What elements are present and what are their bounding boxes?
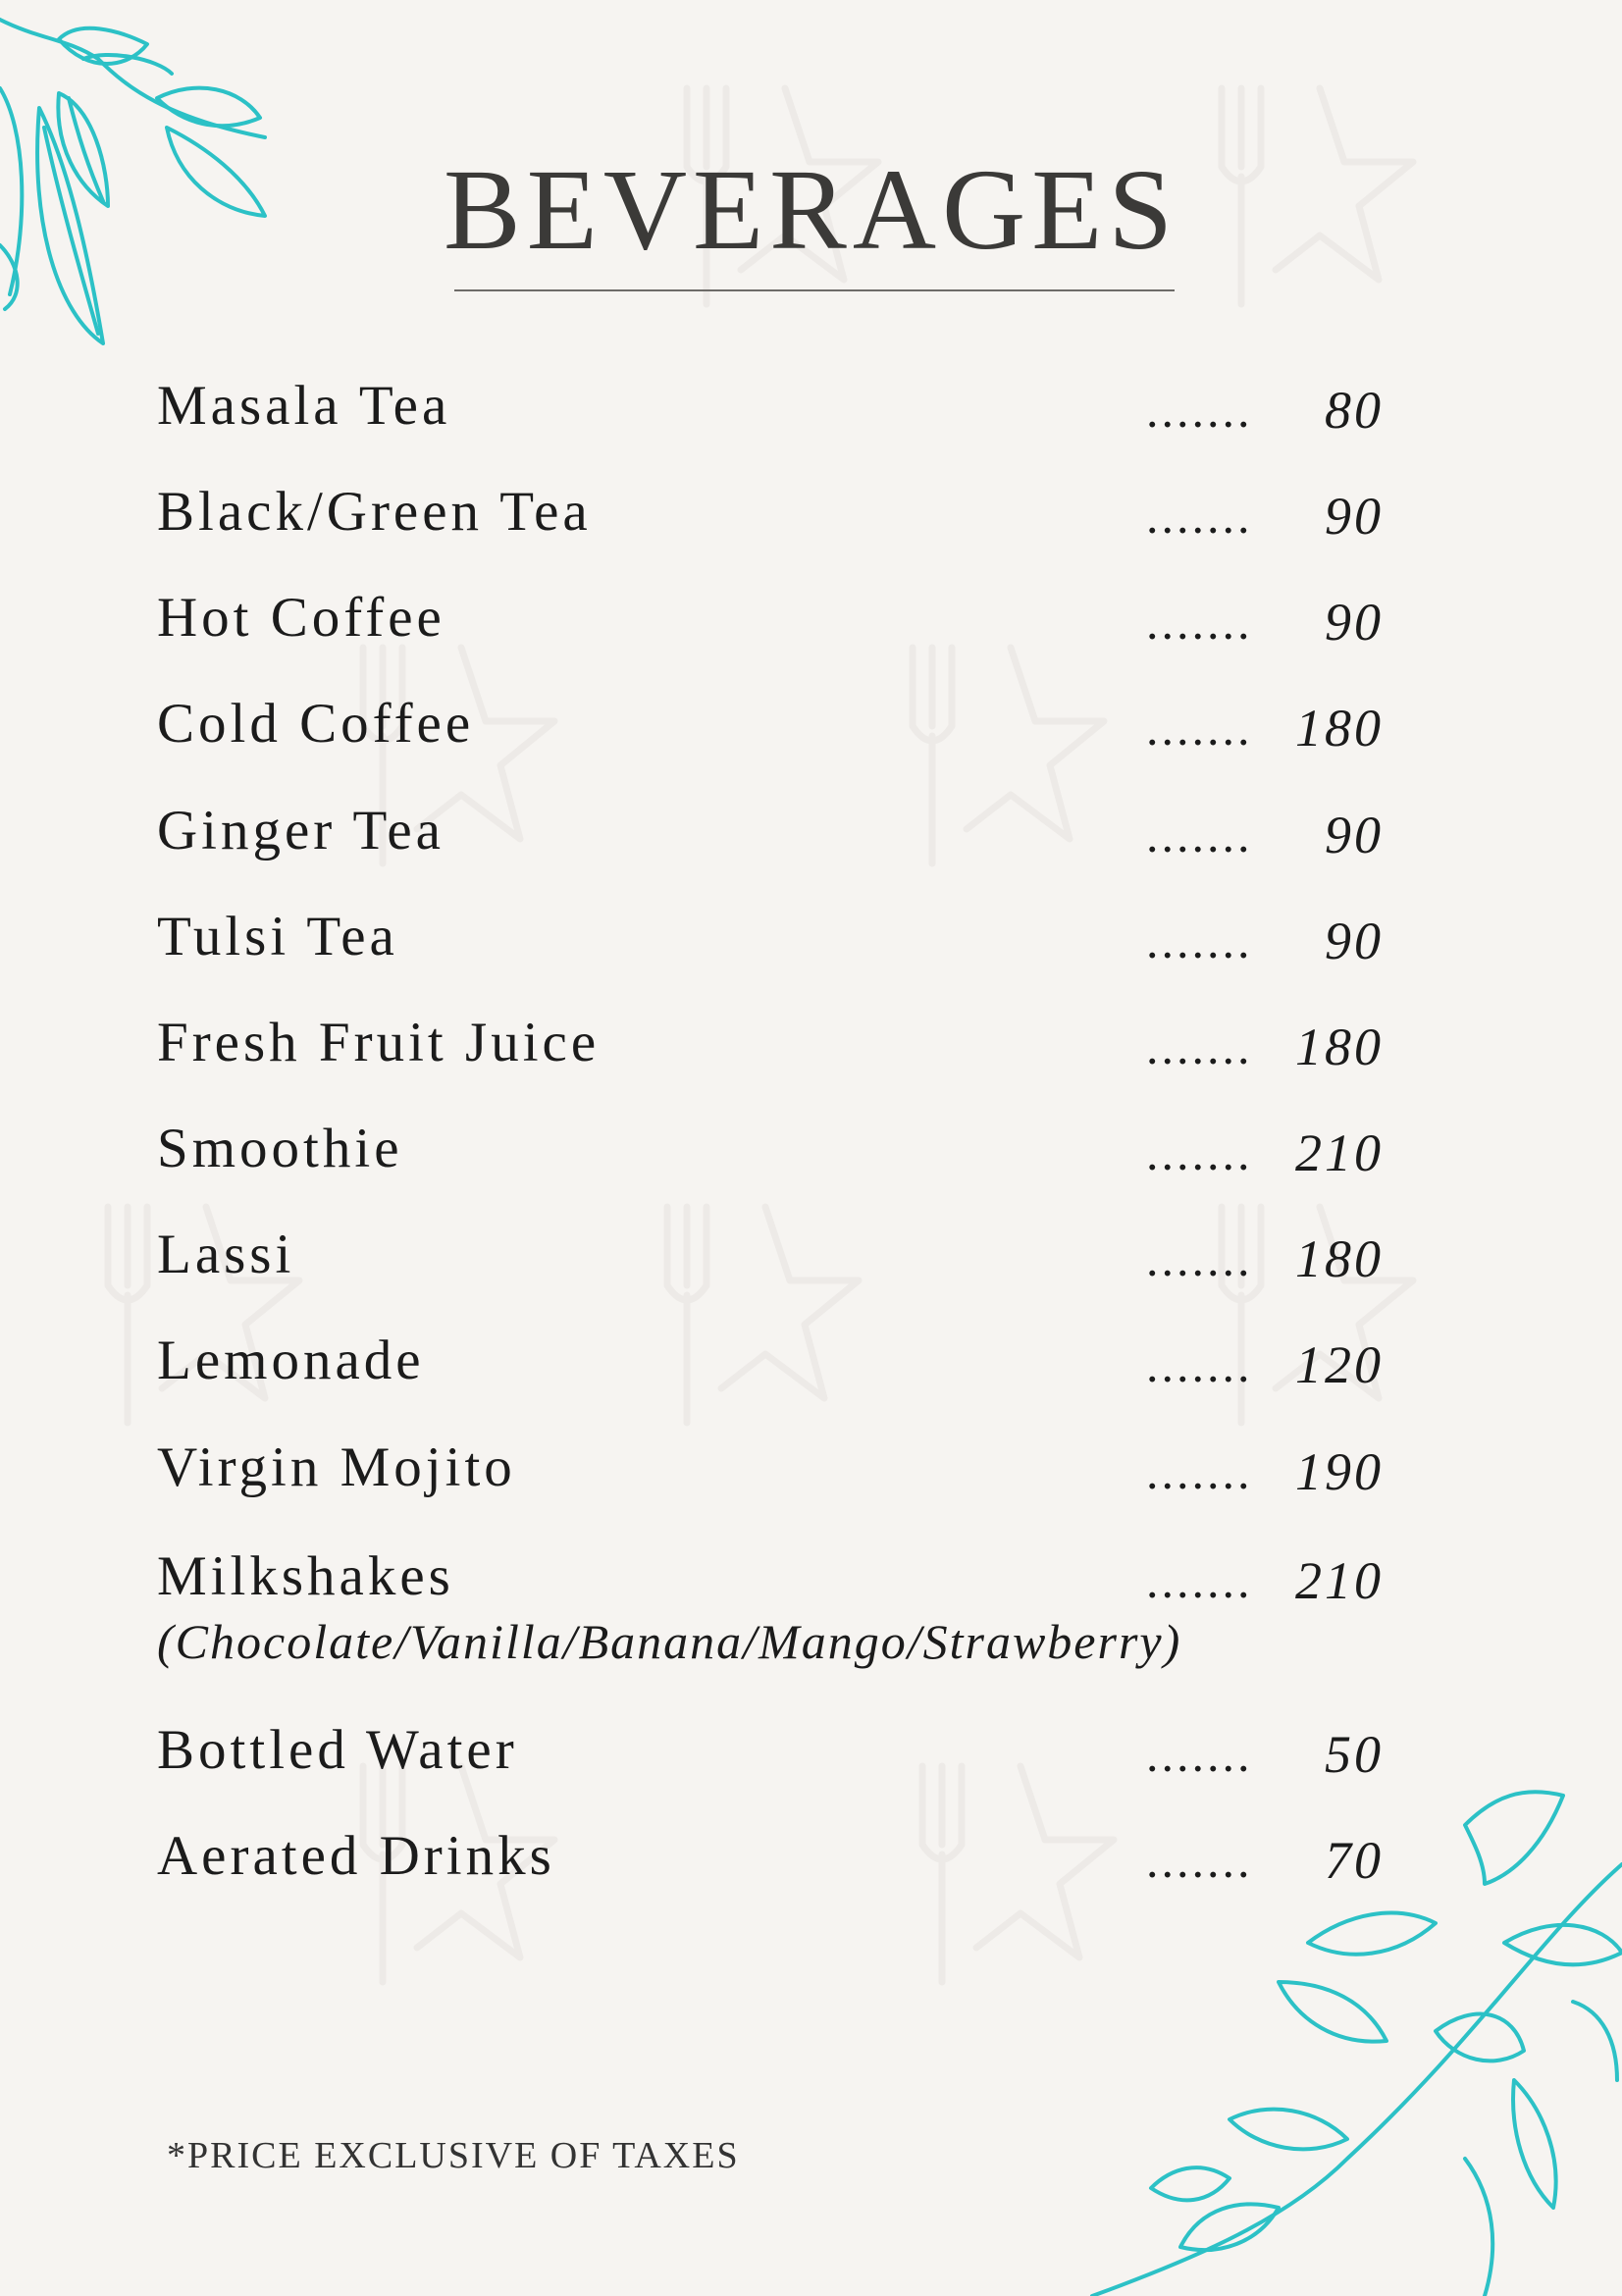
- menu-item: [157, 906, 1423, 997]
- item-price: 50: [1325, 1725, 1384, 1784]
- item-name: Ginger Tea: [157, 800, 445, 861]
- item-name: Bottled Water: [157, 1719, 518, 1781]
- item-leader-dots: .......: [1146, 701, 1253, 756]
- item-leader-dots: .......: [1146, 1553, 1253, 1608]
- item-name: Tulsi Tea: [157, 906, 398, 967]
- item-name: Lemonade: [157, 1330, 425, 1391]
- menu-item: [157, 800, 1423, 891]
- menu-item: [157, 1226, 1423, 1315]
- item-name: Milkshakes: [157, 1545, 454, 1607]
- item-price: 120: [1295, 1335, 1384, 1394]
- menu-item: [157, 693, 1423, 784]
- item-price: 70: [1325, 1831, 1384, 1890]
- menu-item: [157, 1719, 1423, 1810]
- item-name: Fresh Fruit Juice: [157, 1012, 601, 1073]
- item-leader-dots: .......: [1146, 1125, 1253, 1180]
- item-price: 90: [1325, 912, 1384, 970]
- item-price: 180: [1295, 699, 1384, 757]
- menu-item: [157, 375, 1423, 466]
- item-leader-dots: .......: [1146, 595, 1253, 650]
- item-name: Aerated Drinks: [157, 1825, 555, 1887]
- item-name: Lassi: [157, 1224, 295, 1285]
- item-price: 90: [1325, 487, 1384, 546]
- item-name: Hot Coffee: [157, 587, 445, 649]
- menu-item: [157, 1545, 1423, 1696]
- item-price: 80: [1325, 381, 1384, 440]
- menu-item: [157, 1825, 1423, 1916]
- item-name: Masala Tea: [157, 375, 451, 437]
- menu-item: [157, 587, 1423, 678]
- menu-item: [157, 1012, 1423, 1103]
- menu-item: [157, 481, 1423, 572]
- item-leader-dots: .......: [1146, 1019, 1253, 1074]
- item-price: 210: [1295, 1551, 1384, 1610]
- item-name: Cold Coffee: [157, 693, 475, 755]
- item-name: Black/Green Tea: [157, 481, 592, 543]
- item-name: Virgin Mojito: [157, 1436, 516, 1498]
- item-price: 90: [1325, 593, 1384, 652]
- item-leader-dots: .......: [1146, 383, 1253, 438]
- item-leader-dots: .......: [1146, 489, 1253, 544]
- item-name: Smoothie: [157, 1118, 403, 1179]
- item-leader-dots: .......: [1146, 1444, 1253, 1499]
- item-price: 180: [1295, 1229, 1384, 1288]
- tax-footnote: *PRICE EXCLUSIVE OF TAXES: [167, 2135, 740, 2176]
- item-leader-dots: .......: [1146, 913, 1253, 968]
- item-price: 210: [1295, 1123, 1384, 1182]
- item-price: 90: [1325, 806, 1384, 864]
- item-leader-dots: .......: [1146, 1833, 1253, 1888]
- item-leader-dots: .......: [1146, 1727, 1253, 1782]
- item-variants: (Chocolate/Vanilla/Banana/Mango/Strawberry): [157, 1614, 1182, 1669]
- title-underline: [454, 289, 1175, 291]
- item-price: 190: [1295, 1442, 1384, 1501]
- menu-item: [157, 1118, 1423, 1209]
- item-leader-dots: .......: [1146, 808, 1253, 862]
- menu-title: BEVERAGES: [444, 145, 1178, 274]
- item-leader-dots: .......: [1146, 1231, 1253, 1286]
- menu-item: [157, 1332, 1423, 1421]
- menu-item: [157, 1436, 1423, 1528]
- item-leader-dots: .......: [1146, 1337, 1253, 1392]
- item-price: 180: [1295, 1018, 1384, 1076]
